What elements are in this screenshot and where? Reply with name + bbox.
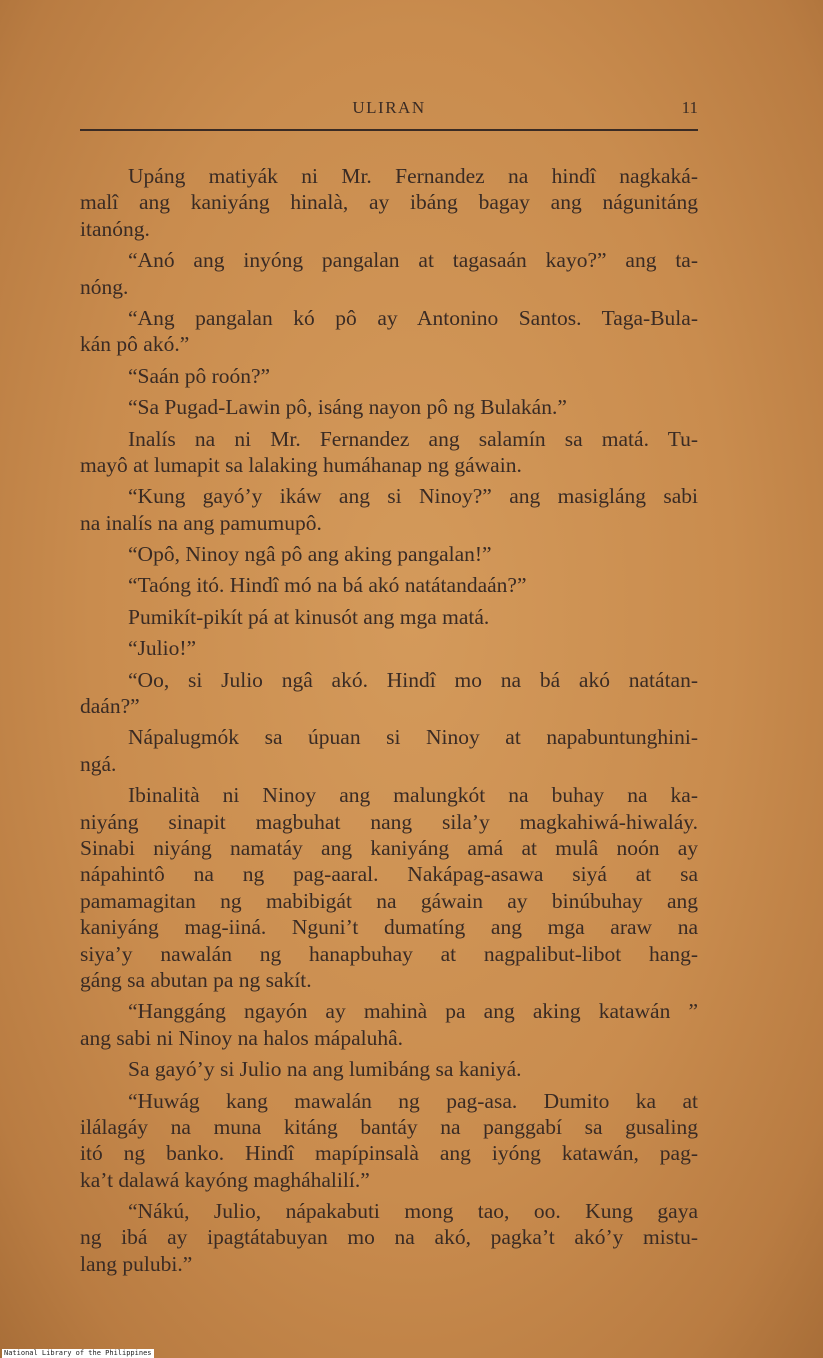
page-number: 11 bbox=[681, 98, 698, 117]
page-header bbox=[80, 98, 698, 124]
text-line: Upáng matiyák ni Mr. Fernandez na hindî nagkaká- bbox=[128, 164, 698, 188]
text-line: “Oo, si Julio ngâ akó. Hindî mo na bá akó natátan- bbox=[128, 667, 698, 692]
text-line: ka’t dalawá kayóng magháhalilí.” bbox=[80, 1167, 370, 1192]
text-line: niyáng sinapit magbuhat nang sila’y magkahiwá-hiwaláy. bbox=[80, 809, 698, 834]
text-line: “Sa Pugad-Lawin pô, isáng nayon pô ng Bulakán.” bbox=[128, 395, 567, 420]
text-line: ng ibá ay ipagtátabuyan mo na akó, pagka’t akó’y mistu- bbox=[80, 1225, 698, 1250]
text-line: ngá. bbox=[80, 751, 117, 776]
text-line: Pumikít-pikít pá at kinusót ang mga matá. bbox=[128, 604, 490, 629]
text-line: itó ng banko. Hindî mapípinsalà ang iyóng katawán, pag- bbox=[80, 1141, 698, 1166]
text-line: nápahintô na ng pag-aaral. Nakápag-asawa siyá at sa bbox=[80, 862, 698, 887]
text-line: “Ang pangalan kó pô ay Antonino Santos. Taga-Bula- bbox=[128, 305, 698, 330]
text-line: “Huwág kang mawalán ng pag-asa. Dumito ka at bbox=[128, 1088, 698, 1113]
text-line: Ibinalità ni Ninoy ang malungkót na buhay na ka- bbox=[128, 783, 698, 808]
text-line: Sinabi niyáng namatáy ang kaniyáng amá at mulâ noón ay bbox=[80, 835, 698, 860]
text-line: ang sabi ni Ninoy na halos mápaluhâ. bbox=[80, 1025, 404, 1050]
body-text bbox=[80, 163, 698, 1277]
text-line: itanóng. bbox=[80, 216, 150, 241]
text-line: Inalís na ni Mr. Fernandez ang salamín sa matá. Tu- bbox=[128, 426, 698, 451]
text-line: “Julio!” bbox=[128, 636, 197, 661]
text-line: nóng. bbox=[80, 274, 129, 299]
text-line: “Anó ang inyóng pangalan at tagasaán kayo?” ang ta- bbox=[128, 248, 698, 273]
text-line: “Saán pô roón?” bbox=[128, 363, 271, 388]
text-line: Nápalugmók sa úpuan si Ninoy at napabuntunghini- bbox=[128, 725, 698, 750]
text-line: mayô at lumapit sa lalaking humáhanap ng gáwain. bbox=[80, 452, 522, 477]
header-rule bbox=[80, 129, 698, 131]
text-line: “Nákú, Julio, nápakabuti mong tao, oo. Kung gaya bbox=[128, 1199, 698, 1224]
text-line: pamamagitan ng mabibigát na gáwain ay binúbuhay ang bbox=[80, 888, 698, 913]
text-line: “Opô, Ninoy ngâ pô ang aking pangalan!” bbox=[128, 542, 492, 567]
text-line: kaniyáng mag-iiná. Nguni’t dumatíng ang mga araw na bbox=[80, 915, 698, 940]
text-line: Sa gayó’y si Julio na ang lumibáng sa kaniyá. bbox=[128, 1057, 522, 1082]
text-line: malî ang kaniyáng hinalà, ay ibáng bagay ang nágunitáng bbox=[80, 190, 698, 215]
library-credit: National Library of the Philippines bbox=[4, 1349, 152, 1357]
text-line: “Hanggáng ngayón ay mahinà pa ang aking katawán ” bbox=[128, 999, 698, 1024]
running-title: ULIRAN bbox=[352, 98, 426, 117]
text-line: kán pô akó.” bbox=[80, 332, 190, 357]
text-line: “Taóng itó. Hindî mó na bá akó natátandaán?” bbox=[128, 573, 527, 598]
text-line: “Kung gayó’y ikáw ang si Ninoy?” ang masigláng sabi bbox=[128, 484, 698, 509]
text-line: siya’y nawalán ng hanapbuhay at nagpalibut-libot hang- bbox=[80, 941, 698, 966]
text-line: gáng sa abutan pa ng sakít. bbox=[80, 967, 312, 992]
text-line: daán?” bbox=[80, 694, 140, 719]
text-line: ilálagáy na muna kitáng bantáy na panggabí sa gusaling bbox=[80, 1114, 698, 1139]
text-line: lang pulubi.” bbox=[80, 1251, 193, 1276]
text-line: na inalís na ang pamumupô. bbox=[80, 510, 322, 535]
